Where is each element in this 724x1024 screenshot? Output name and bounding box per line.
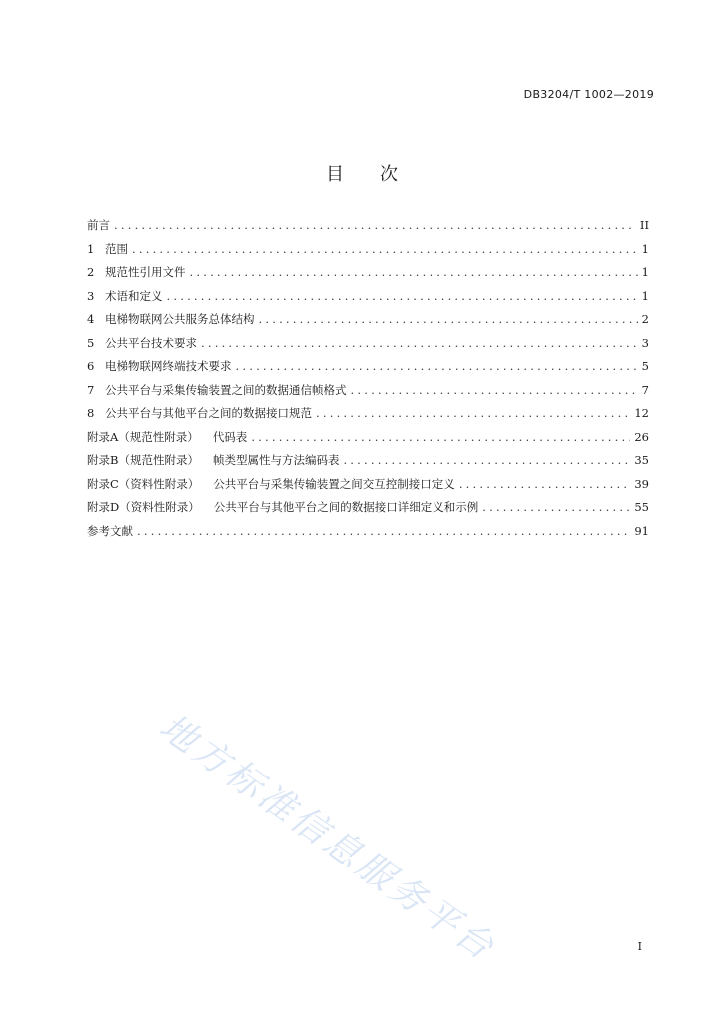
toc-entry[interactable] bbox=[87, 335, 649, 359]
toc-page-number: 1 bbox=[641, 288, 649, 303]
toc-entry[interactable] bbox=[87, 264, 649, 288]
toc-entry-number: 8 bbox=[87, 406, 95, 420]
toc-page-number: 1 bbox=[641, 265, 649, 279]
toc-appendix-prefix: 附录D（资料性附录） bbox=[87, 500, 200, 514]
page-title: 目次 bbox=[326, 164, 434, 185]
toc-entry-label: 公共平台与其他平台之间的数据接口规范 bbox=[105, 406, 312, 420]
toc-entry[interactable] bbox=[87, 358, 649, 382]
toc-leader-dots bbox=[201, 336, 638, 350]
toc-entry-label: 公共平台与采集传输装置之间的数据通信帧格式 bbox=[105, 382, 347, 397]
toc-entry-label: 代码表 bbox=[212, 429, 248, 444]
toc-entry[interactable] bbox=[87, 382, 649, 406]
toc-appendix-prefix: 附录C（资料性附录） bbox=[87, 476, 200, 491]
toc-leader-dots bbox=[316, 406, 630, 420]
toc-entry[interactable] bbox=[87, 311, 649, 335]
toc-entry[interactable] bbox=[87, 452, 649, 476]
toc-page-number: 26 bbox=[634, 429, 649, 444]
toc-entry-label: 前言 bbox=[87, 218, 110, 232]
toc-page-number: 1 bbox=[641, 241, 649, 256]
watermark: 地方标准信息服务平台 bbox=[151, 706, 504, 970]
toc-entry[interactable] bbox=[87, 476, 649, 500]
toc-page-number: 91 bbox=[634, 523, 649, 538]
toc-entry-label: 公共平台技术要求 bbox=[105, 335, 197, 350]
toc-entry-number: 5 bbox=[87, 335, 95, 350]
toc-entry-number: 6 bbox=[87, 359, 95, 373]
table-of-contents bbox=[87, 217, 649, 546]
toc-entry-label: 术语和定义 bbox=[105, 288, 163, 303]
toc-entry-label: 参考文献 bbox=[87, 523, 133, 538]
toc-entry-label: 范围 bbox=[105, 241, 128, 256]
toc-entry-label: 电梯物联网终端技术要求 bbox=[105, 359, 232, 373]
toc-entry[interactable] bbox=[87, 288, 649, 312]
toc-leader-dots bbox=[137, 524, 630, 538]
toc-leader-dots bbox=[167, 289, 638, 303]
toc-leader-dots bbox=[351, 383, 638, 397]
toc-entry[interactable] bbox=[87, 523, 649, 547]
toc-entry-number: 7 bbox=[87, 382, 95, 397]
toc-leader-dots bbox=[343, 453, 630, 467]
toc-entry-number: 2 bbox=[87, 265, 95, 279]
toc-entry-label: 电梯物联网公共服务总体结构 bbox=[105, 312, 255, 326]
toc-entry[interactable] bbox=[87, 429, 649, 453]
toc-entry[interactable] bbox=[87, 241, 649, 265]
toc-page-number: 12 bbox=[634, 406, 649, 420]
toc-entry[interactable] bbox=[87, 499, 649, 523]
toc-entry-label: 帧类型属性与方法编码表 bbox=[212, 453, 340, 467]
toc-entry-label: 规范性引用文件 bbox=[105, 265, 186, 279]
toc-leader-dots bbox=[114, 218, 636, 232]
toc-entry-number: 4 bbox=[87, 312, 95, 326]
toc-leader-dots bbox=[190, 265, 638, 279]
toc-appendix-prefix: 附录A（规范性附录） bbox=[87, 429, 199, 444]
toc-leader-dots bbox=[459, 477, 631, 491]
toc-page-number: 55 bbox=[634, 500, 649, 514]
toc-page-number: 7 bbox=[641, 382, 649, 397]
toc-entry[interactable] bbox=[87, 405, 649, 429]
toc-leader-dots bbox=[482, 500, 630, 514]
toc-leader-dots bbox=[259, 312, 638, 326]
toc-entry[interactable] bbox=[87, 217, 649, 241]
toc-page-number: 35 bbox=[634, 453, 649, 467]
page-number: I bbox=[637, 940, 642, 953]
toc-page-number: 5 bbox=[641, 359, 649, 373]
toc-page-number: 39 bbox=[634, 476, 649, 491]
toc-leader-dots bbox=[132, 242, 638, 256]
toc-page-number: 3 bbox=[641, 335, 649, 350]
toc-entry-number: 1 bbox=[87, 241, 95, 256]
toc-page-number: II bbox=[639, 218, 649, 232]
toc-entry-label: 公共平台与其他平台之间的数据接口详细定义和示例 bbox=[213, 500, 479, 514]
document-code: DB3204/T 1002—2019 bbox=[523, 88, 654, 101]
toc-entry-label: 公共平台与采集传输装置之间交互控制接口定义 bbox=[213, 476, 455, 491]
toc-leader-dots bbox=[251, 430, 630, 444]
toc-entry-number: 3 bbox=[87, 288, 95, 303]
toc-page-number: 2 bbox=[641, 312, 649, 326]
toc-leader-dots bbox=[236, 359, 638, 373]
toc-appendix-prefix: 附录B（规范性附录） bbox=[87, 453, 199, 467]
